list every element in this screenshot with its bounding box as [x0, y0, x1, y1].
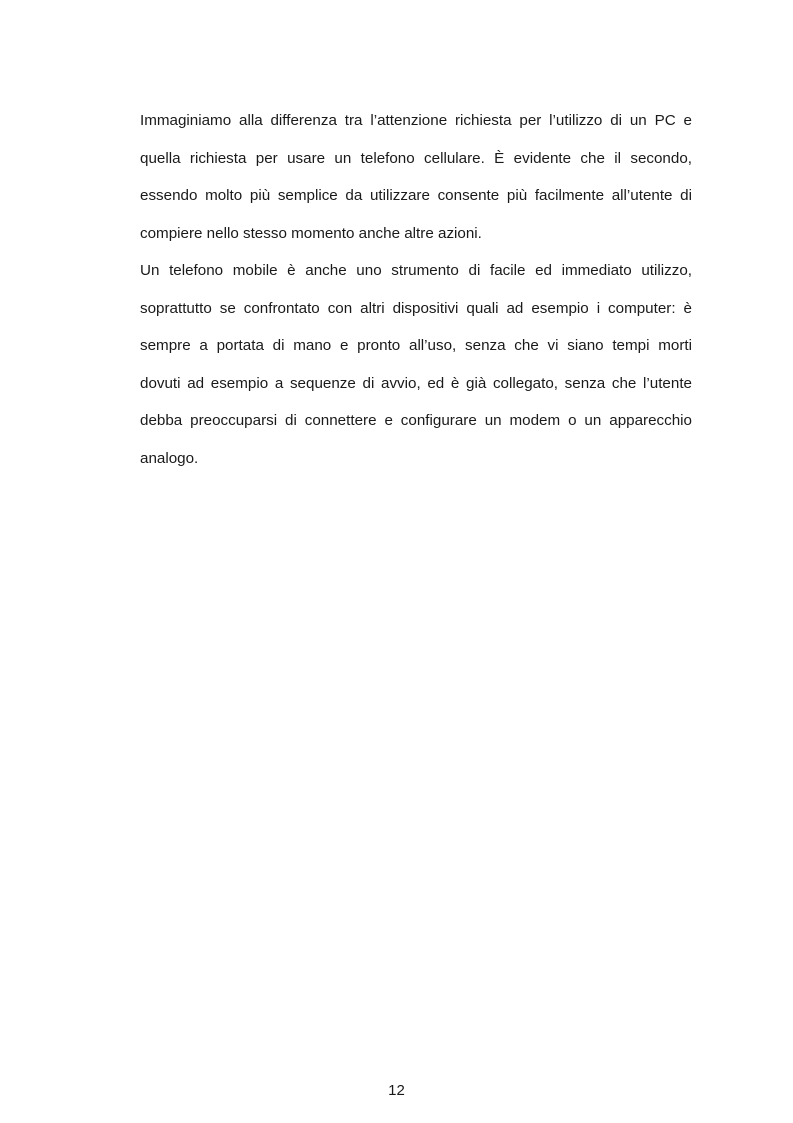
paragraph-2-line-5: debba preoccuparsi di connettere e configurare un modem o un apparecchio	[140, 412, 692, 429]
paragraph-2	[140, 260, 692, 470]
paragraph-2-line-1: Un telefono mobile è anche uno strumento di facile ed immediato utilizzo,	[140, 262, 692, 279]
paragraph-1	[140, 110, 692, 245]
paragraph-1-line-1: Immaginiamo alla differenza tra l’attenzione richiesta per l’utilizzo di un PC e	[140, 112, 692, 129]
body-text	[140, 110, 692, 485]
paragraph-2-line-3: sempre a portata di mano e pronto all’uso, senza che vi siano tempi morti	[140, 337, 692, 354]
paragraph-1-line-3: essendo molto più semplice da utilizzare consente più facilmente all’utente di	[140, 187, 692, 204]
paragraph-1-line-4: compiere nello stesso momento anche altre azioni.	[140, 224, 482, 242]
paragraph-2-line-6: analogo.	[140, 449, 199, 467]
paragraph-2-line-4: dovuti ad esempio a sequenze di avvio, ed è già collegato, senza che l’utente	[140, 374, 692, 392]
paragraph-1-line-2: quella richiesta per usare un telefono cellulare. È evidente che il secondo,	[140, 149, 692, 167]
page-number: 12	[388, 1082, 405, 1099]
paragraph-2-line-2: soprattutto se confrontato con altri dispositivi quali ad esempio i computer: è	[140, 299, 692, 317]
